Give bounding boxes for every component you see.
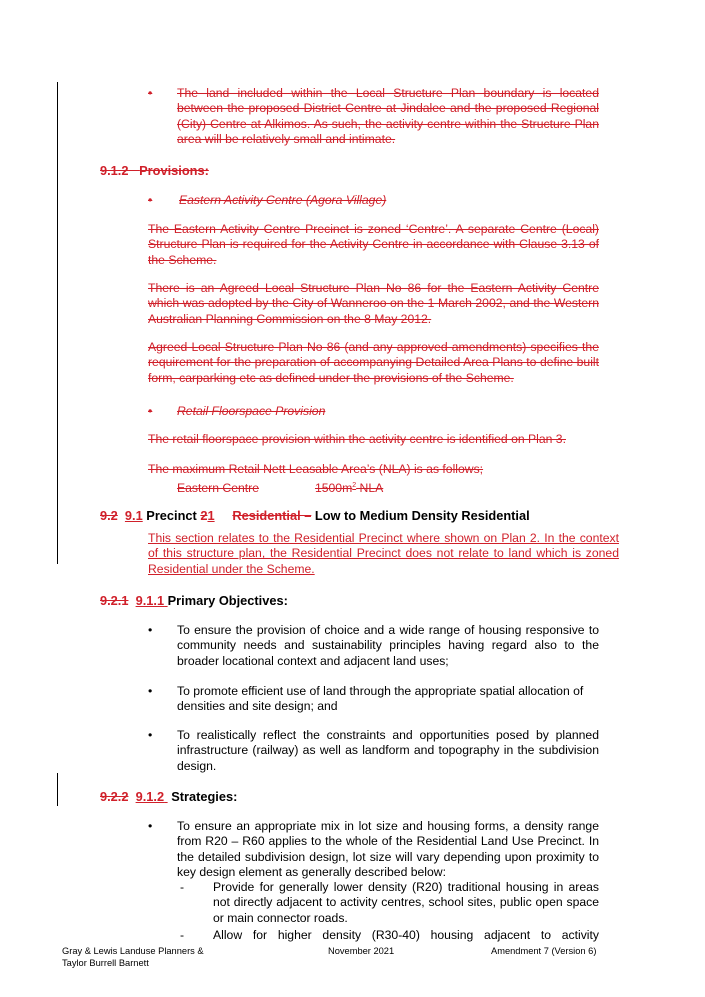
change-bar <box>57 773 58 806</box>
old-section-number: 9.2 <box>100 508 118 523</box>
eastern-activity-centre-heading: Eastern Activity Centre (Agora Village) <box>179 193 387 207</box>
strategy-subitem: Provide for generally lower density (R20) traditional housing in areas not directly adjacent to activity centres, school sites, public open space or main connector roads. <box>213 880 599 925</box>
nla-value: 1500m <box>314 481 353 496</box>
provisions-paragraph: The Eastern Activity Centre Precinct is zoned ‘Centre’. A separate Centre (Local) Structure Plan is required for the Activity Centre in accordance with Clause 3.13 of the Scheme. <box>148 222 599 267</box>
objectives-heading: 9.2.1 9.1.1 Primary Objectives: <box>100 593 288 608</box>
bullet-marker: • <box>148 404 153 418</box>
objective-item: To realistically reflect the constraints and opportunities posed by planned infrastructure (railway) as well as landform and topography in the subdivision design. <box>177 728 599 773</box>
objective-item: To promote efficient use of land through the appropriate spatial allocation of densities and site design; and <box>177 684 584 714</box>
provisions-paragraph: Agreed Local Structure Plan No 86 (and any approved amendments) specifies the requirement for the preparation of accompanying Detailed Area Plans to define built form, carparking etc as defined under the provisions of the Scheme. <box>148 340 599 385</box>
bullet-marker: • <box>148 86 153 100</box>
bullet-marker: • <box>148 819 153 833</box>
nla-line: The maximum Retail Nett Leasable Area’s (NLA) is as follows; <box>148 462 484 476</box>
bullet-marker: • <box>148 193 153 207</box>
change-bar <box>57 82 58 564</box>
objective-item: To ensure the provision of choice and a wide range of housing responsive to community needs and sustainability principles having regard also to the broader locational context and adjacent land uses; <box>177 623 599 668</box>
bullet-marker: • <box>148 728 153 742</box>
strategies-heading: 9.2.2 9.1.2 Strategies: <box>100 789 238 804</box>
footer-version: Amendment 7 (Version 6) <box>491 946 597 956</box>
precinct-heading: 9.2 9.1 Precinct 21 Residential – Low to Medium Density Residential <box>100 508 530 523</box>
dash-marker: - <box>180 880 185 894</box>
retail-floorspace-heading: Retail Floorspace Provision <box>177 404 326 418</box>
new-section-number: 9.1 <box>124 508 143 523</box>
footer-left: Gray & Lewis Landuse Planners & Taylor Burrell Barnett <box>62 946 204 968</box>
intro-bullet-text: The land included within the Local Structure Plan boundary is located between the proposed District Centre at Jindalee and the proposed Regional (City) Centre at Alkimos. As such, the activity centre within the Structure Plan area will be relatively small and intimate. <box>177 86 599 146</box>
nla-centre-name: Eastern Centre <box>177 481 259 496</box>
footer-date: November 2021 <box>328 946 395 956</box>
bullet-marker: • <box>148 684 153 698</box>
provisions-paragraph: There is an Agreed Local Structure Plan No 86 for the Eastern Activity Centre which was adopted by the City of Wanneroo on the 1 March 2002, and the Western Australian Planning Commission on the 8 May 2012. <box>148 281 599 326</box>
strategy-subitem: Allow for higher density (R30-40) housing adjacent to activity <box>213 928 599 942</box>
dash-marker: - <box>180 928 185 942</box>
bullet-marker: • <box>148 623 153 637</box>
inserted-residential-paragraph: This section relates to the Residential Precinct where shown on Plan 2. In the context of this structure plan, the Residential Precinct does not relate to land which is zoned Residential under the Scheme. <box>148 531 619 576</box>
provisions-heading: 9.1.2 Provisions: <box>100 163 209 178</box>
nla-row: Eastern Centre $1500m^2$ NLA <box>177 481 384 496</box>
retail-paragraph: The retail floorspace provision within the activity centre is identified on Plan 3. <box>148 432 566 446</box>
strategy-item: To ensure an appropriate mix in lot size and housing forms, a density range from R20 – R60 applies to the whole of the Residential Land Use Precinct. In the detailed subdivision design, lot size will vary depending upon proximity to key design element as generally described below: <box>177 819 599 879</box>
